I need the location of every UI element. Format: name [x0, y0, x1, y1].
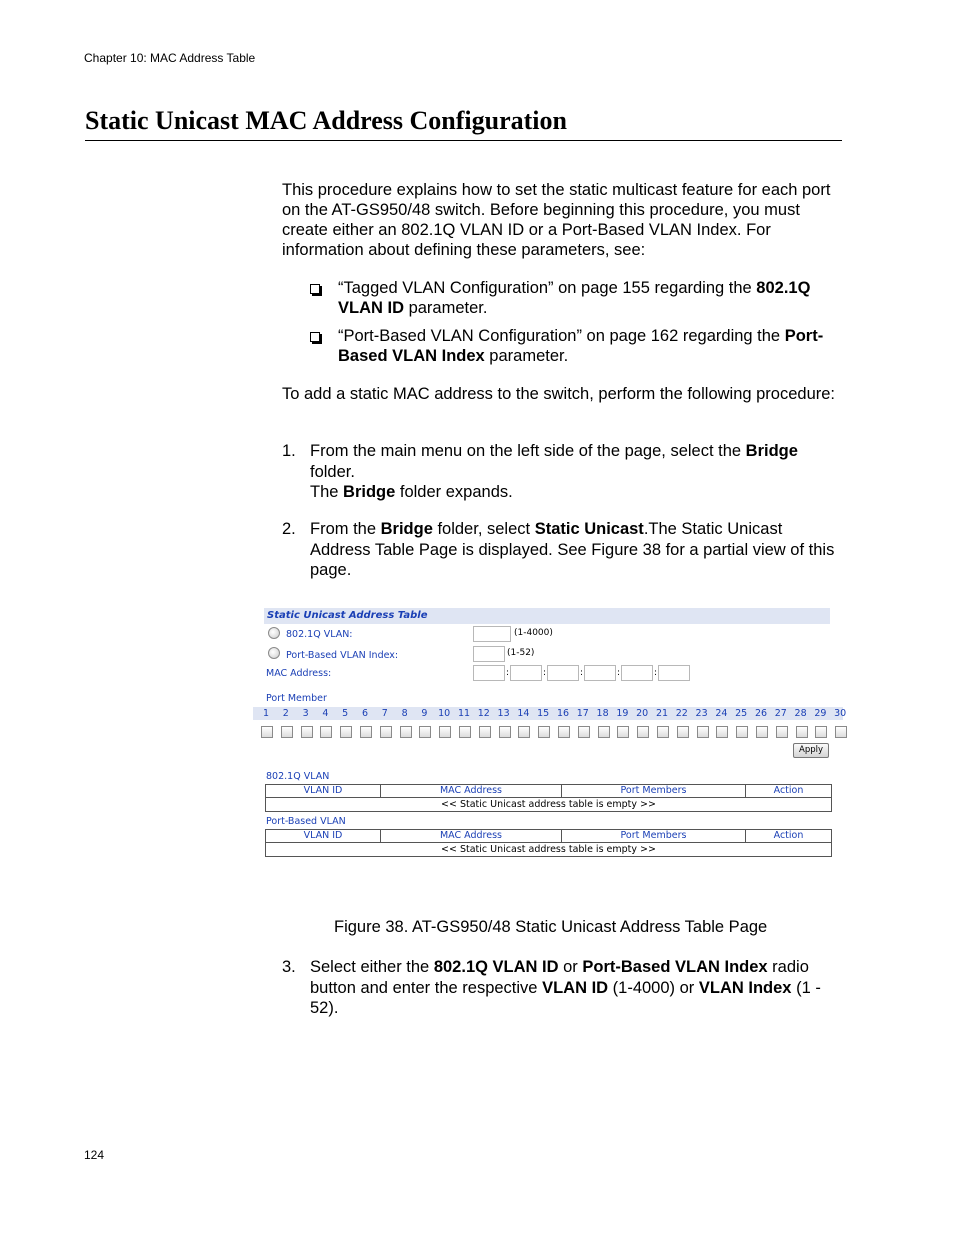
intro-text: This procedure explains how to set the static multicast feature for each port on the AT-GS950/48 switch. Before beginning this procedure, you must create either an 802.1Q VLAN ID or a Port-Based VLAN Index. For information about defining these parameters, see:: [282, 181, 831, 259]
step-text: (1-4000) or: [608, 978, 699, 997]
port-checkbox[interactable]: [617, 726, 629, 738]
port-checkbox[interactable]: [419, 726, 431, 738]
port-number-label: 5: [342, 708, 349, 719]
bullet-text-bold: 802.1Q VLAN ID: [338, 279, 811, 317]
port-number-label: 3: [302, 708, 309, 719]
title-rule: [85, 140, 842, 141]
step-bold: VLAN Index: [698, 978, 792, 997]
port-checkbox[interactable]: [815, 726, 827, 738]
pbvlan-range: (1-52): [507, 648, 535, 658]
port-checkbox[interactable]: [776, 726, 788, 738]
port-checkbox[interactable]: [697, 726, 709, 738]
step-text: (1 - 52).: [310, 978, 821, 1017]
port-number-label: 11: [457, 708, 471, 719]
port-checkbox[interactable]: [538, 726, 550, 738]
step-text: From the: [310, 520, 381, 538]
vlan-id-input[interactable]: [473, 626, 511, 642]
port-checkbox[interactable]: [736, 726, 748, 738]
mac-octet-input[interactable]: [547, 665, 579, 681]
list-item: [310, 278, 846, 318]
port-number-row: [253, 707, 847, 720]
step-number: 3.: [282, 958, 296, 976]
checkbox-bullet-icon: [310, 284, 320, 294]
port-number-label: 16: [556, 708, 570, 719]
port-number-label: 2: [282, 708, 289, 719]
list-item: [310, 326, 846, 366]
port-number-label: 30: [834, 708, 847, 719]
step-2: [282, 519, 842, 581]
port-checkbox[interactable]: [796, 726, 808, 738]
col-vlan-id: VLAN ID: [266, 785, 381, 797]
mac-separator: :: [617, 668, 621, 678]
port-number-label: 1: [262, 708, 270, 719]
port-checkbox[interactable]: [716, 726, 728, 738]
step-bold: Bridge: [343, 483, 396, 501]
port-number-label: 13: [497, 708, 510, 719]
port-number-label: 26: [754, 708, 768, 719]
port-number-label: 7: [381, 708, 388, 719]
step-bold: Port-Based VLAN Index: [582, 958, 768, 976]
vlan-table: [265, 784, 832, 812]
mac-octet-input[interactable]: [473, 665, 505, 681]
pbvlan-radio[interactable]: [268, 647, 280, 659]
port-number-label: 19: [616, 708, 629, 719]
port-number-label: 18: [596, 708, 609, 719]
step-text: folder.: [310, 462, 355, 481]
vlan-range: (1-4000): [514, 628, 553, 638]
pbvlan-radio-label: Port-Based VLAN Index:: [286, 650, 399, 661]
port-checkbox[interactable]: [459, 726, 471, 738]
port-checkbox[interactable]: [756, 726, 768, 738]
col-action: Action: [773, 785, 804, 796]
port-checkbox[interactable]: [340, 726, 352, 738]
table2-label: Port-Based VLAN: [266, 816, 346, 827]
step-bold: Bridge: [380, 520, 433, 538]
port-number-label: 23: [695, 708, 708, 719]
port-number-label: 28: [794, 708, 807, 719]
col-action: Action: [773, 830, 804, 841]
port-number-label: 4: [322, 708, 329, 719]
step-text: Select either the: [310, 958, 434, 976]
bullet-text-post: parameter.: [484, 347, 569, 365]
reference-list: [310, 278, 846, 366]
port-checkbox[interactable]: [657, 726, 669, 738]
port-number-label: 8: [401, 708, 408, 719]
table1-label: 802.1Q VLAN: [266, 771, 330, 782]
port-number-label: 29: [814, 708, 827, 719]
table-row-empty: << Static Unicast address table is empty >>: [441, 844, 656, 855]
port-number-label: 21: [655, 708, 669, 719]
step-text: or: [558, 958, 583, 976]
table-header: [266, 785, 831, 798]
step-text: folder expands.: [395, 483, 513, 501]
table-header: [266, 830, 831, 843]
port-number-label: 15: [537, 708, 550, 719]
vlan-radio-label: 802.1Q VLAN:: [286, 629, 353, 640]
mac-octet-input[interactable]: [658, 665, 690, 681]
col-vlan-id: VLAN ID: [266, 830, 381, 842]
port-checkbox[interactable]: [320, 726, 332, 738]
port-number-label: 22: [675, 708, 688, 719]
table-row-empty: << Static Unicast address table is empty >>: [441, 799, 656, 810]
step-text: radio button and enter the respective: [310, 958, 809, 997]
port-checkbox[interactable]: [558, 726, 570, 738]
mac-separator: :: [543, 668, 547, 678]
port-number-label: 24: [715, 708, 728, 719]
port-number-label: 6: [361, 708, 369, 719]
step-bold: Static Unicast: [534, 520, 644, 538]
bullet-text-bold: Port-Based VLAN Index: [338, 327, 824, 365]
port-checkbox[interactable]: [598, 726, 610, 738]
step-body: [310, 519, 842, 581]
port-number-label: 27: [774, 708, 787, 719]
step-1: [282, 441, 842, 503]
step-body: [310, 957, 842, 1019]
page-number: 124: [84, 1148, 105, 1162]
mac-octet-input[interactable]: [510, 665, 542, 681]
figure-static-unicast-table: [253, 607, 847, 862]
port-checkbox[interactable]: [518, 726, 530, 738]
port-checkbox[interactable]: [578, 726, 590, 738]
step-text: The: [310, 483, 344, 501]
step-body: [310, 441, 842, 503]
mac-separator: :: [580, 668, 584, 678]
col-mac-address: MAC Address: [381, 785, 562, 797]
apply-button[interactable]: Apply: [793, 743, 829, 758]
add-text: To add a static MAC address to the switch, perform the following procedure:: [282, 385, 836, 403]
figure-title: Static Unicast Address Table: [267, 610, 428, 621]
step-text: .The Static Unicast Address Table Page is displayed. See Figure 38 for a partial view of this page.: [310, 520, 835, 579]
port-checkbox[interactable]: [499, 726, 511, 738]
col-port-members: Port Members: [562, 830, 746, 842]
port-checkbox[interactable]: [261, 726, 273, 738]
port-checkbox[interactable]: [281, 726, 293, 738]
figure-caption: Figure 38. AT-GS950/48 Static Unicast Address Table Page: [334, 918, 768, 936]
port-checkbox[interactable]: [380, 726, 392, 738]
mac-label: MAC Address:: [266, 668, 332, 679]
step-3: [282, 957, 842, 1019]
port-number-label: 14: [517, 708, 530, 719]
intro-paragraph: [282, 180, 842, 260]
port-checkbox[interactable]: [479, 726, 491, 738]
step-bold: 802.1Q VLAN ID: [433, 958, 559, 976]
vlan-index-input[interactable]: [473, 646, 505, 662]
port-checkbox[interactable]: [360, 726, 372, 738]
mac-separator: :: [506, 668, 510, 678]
vlan-radio[interactable]: [268, 627, 280, 639]
bullet-text-pre: “Tagged VLAN Configuration” on page 155 regarding the: [338, 279, 757, 297]
step-text: From the main menu on the left side of the page, select the: [310, 442, 746, 460]
step-number: 1.: [282, 442, 296, 460]
col-mac-address: MAC Address: [381, 830, 562, 842]
port-checkbox[interactable]: [637, 726, 649, 738]
port-checkbox[interactable]: [301, 726, 313, 738]
port-checkbox[interactable]: [439, 726, 451, 738]
bullet-text-post: parameter.: [404, 299, 488, 317]
section-title: Static Unicast MAC Address Configuration: [85, 106, 567, 135]
mac-octet-input[interactable]: [621, 665, 653, 681]
mac-octet-input[interactable]: [584, 665, 616, 681]
step-bold: VLAN ID: [542, 978, 609, 997]
checkbox-bullet-icon: [310, 332, 320, 342]
port-number-label: 20: [636, 708, 649, 719]
port-number-label: 17: [576, 708, 589, 719]
port-member-label: Port Member: [266, 693, 327, 704]
mac-separator: :: [654, 668, 658, 678]
step-number: 2.: [282, 520, 296, 538]
port-number-label: 9: [421, 708, 428, 719]
port-based-vlan-table: [265, 829, 832, 857]
port-checkbox[interactable]: [677, 726, 689, 738]
port-checkbox[interactable]: [835, 726, 847, 738]
port-number-label: 10: [438, 708, 451, 719]
running-header: Chapter 10: MAC Address Table: [84, 51, 256, 65]
bullet-text-pre: “Port-Based VLAN Configuration” on page 162 regarding the: [338, 327, 785, 345]
port-checkbox[interactable]: [400, 726, 412, 738]
col-port-members: Port Members: [562, 785, 746, 797]
port-number-label: 12: [477, 708, 490, 719]
figure-title-bar: [264, 608, 830, 624]
step-bold: Bridge: [745, 442, 798, 460]
add-paragraph: [282, 384, 842, 404]
step-text: folder, select: [432, 520, 535, 538]
port-number-label: 25: [735, 708, 748, 719]
